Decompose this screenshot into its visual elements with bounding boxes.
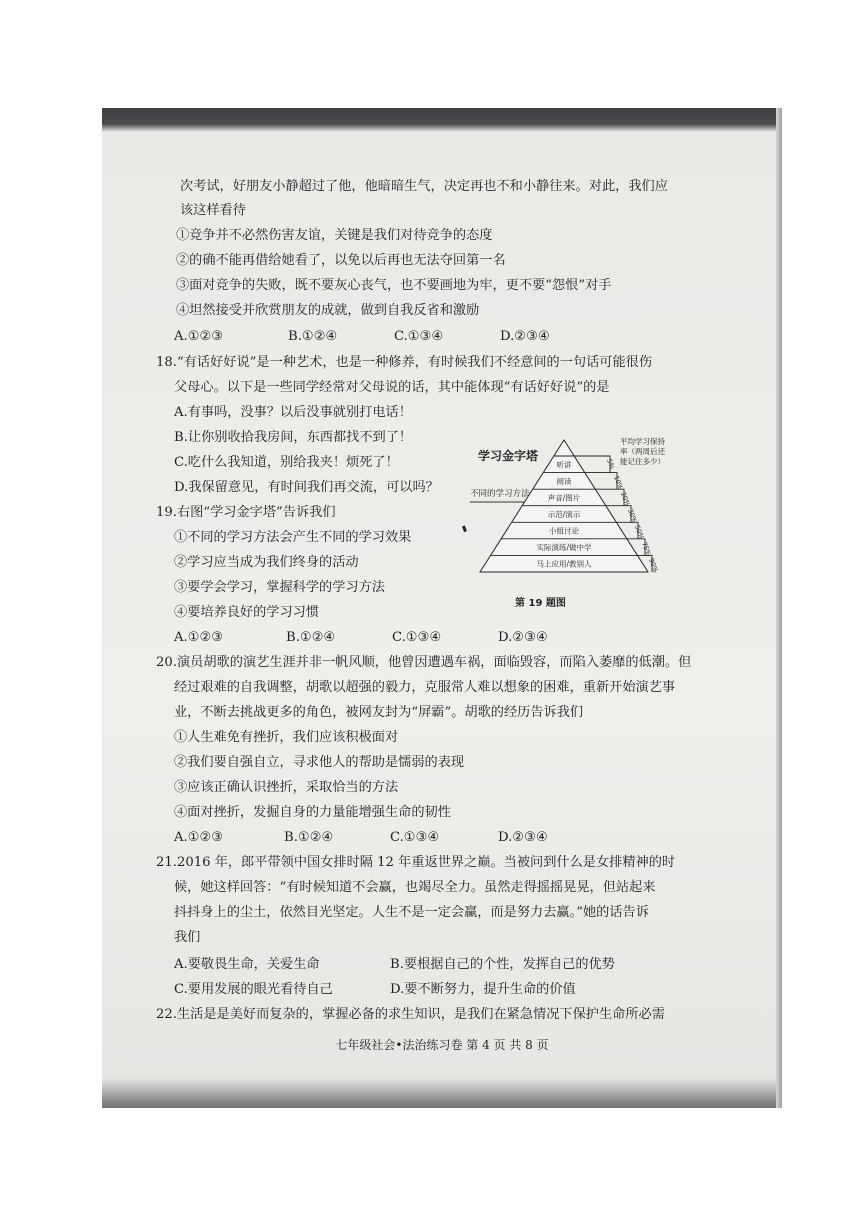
- q19-stem: 19.右图“学习金字塔”告诉我们: [156, 505, 336, 520]
- q20-stem-line-1: 20.演员胡歌的演艺生涯并非一帆风顺，他曾因遭遇车祸，面临毁容，而陷入萎靡的低潮。但: [156, 655, 692, 670]
- pyramid-layer-label: 示范/演示: [547, 510, 581, 519]
- q20-option-c: C.①③④: [390, 830, 440, 845]
- learning-pyramid-figure: [460, 434, 682, 612]
- figure-right-label-line-2: 率（两周后还: [620, 447, 665, 456]
- retention-percent-label: 20%: [619, 491, 632, 508]
- q19-statement-3: ③要学会学习，掌握科学的学习方法: [174, 580, 385, 595]
- figure-right-label-line-1: 平均学习保持: [620, 437, 665, 446]
- retention-percent-label: 50%: [633, 524, 646, 541]
- q21-option-a: A.要敬畏生命，关爱生命: [174, 957, 320, 972]
- q18-option-b: B.让你别收拾我房间，东西都找不到了！: [174, 430, 413, 445]
- q19-option-b: B.①②④: [286, 630, 336, 645]
- photographed-exam-page: [102, 108, 782, 1108]
- retention-percent-label: 5%: [605, 457, 617, 471]
- pyramid-layer-label: 马上应用/教别人: [536, 559, 592, 569]
- page-footer: 七年级社会•法治练习卷 第 4 页 共 8 页: [335, 1038, 549, 1052]
- q18-stem-line-1: 18.“有话好好说”是一种艺术，也是一种修养，有时候我们不经意间的一句话可能很伤: [156, 355, 653, 370]
- q17-statement-3: ③面对竞争的失败，既不要灰心丧气，也不要画地为牢，更不要“怨恨”对手: [176, 278, 612, 293]
- figure-caption: 第 19 题图: [515, 598, 566, 609]
- q20-statement-1: ①人生难免有挫折，我们应该积极面对: [174, 730, 399, 745]
- q17-statement-1: ①竞争并不必然伤害友谊，关键是我们对待竞争的态度: [176, 228, 493, 243]
- pen-mark: [462, 525, 467, 532]
- retention-percent-label: 90%: [647, 557, 660, 574]
- q21-option-c: C.要用发展的眼光看待自己: [174, 982, 333, 997]
- q18-option-a: A.有事吗，没事？以后没事就别打电话！: [174, 405, 412, 420]
- exam-page-content: [102, 108, 782, 1108]
- pyramid-layer-label: 小组讨论: [549, 526, 579, 536]
- q18-option-c: C.吃什么我知道，别给我夹！烦死了！: [174, 455, 399, 470]
- retention-percent-label: 10%: [612, 474, 625, 491]
- q20-stem-line-2: 经过艰难的自我调整，胡歌以超强的毅力，克服常人难以想象的困难，重新开始演艺事: [174, 680, 676, 695]
- figure-title: 学习金字塔: [478, 449, 539, 463]
- q20-option-b: B.①②④: [284, 830, 334, 845]
- q20-stem-line-3: 业，不断去挑战更多的角色，被网友封为“屏霸”。胡歌的经历告诉我们: [174, 705, 584, 720]
- q19-option-a: A.①②③: [174, 630, 224, 645]
- q20-option-a: A.①②③: [174, 830, 224, 845]
- pyramid-layer-label: 实际演练/做中学: [536, 543, 592, 553]
- figure-left-label: 不同的学习方法: [470, 489, 530, 499]
- q17-option-b: B.①②④: [288, 329, 338, 344]
- q17-stem-line-2: 该这样看待: [180, 203, 246, 218]
- q20-statement-4: ④面对挫折，发掘自身的力量能增强生命的韧性: [174, 805, 451, 820]
- q17-option-c: C.①③④: [394, 329, 444, 344]
- retention-percent-label: 30%: [626, 507, 639, 524]
- q19-statement-1: ①不同的学习方法会产生不同的学习效果: [174, 530, 412, 545]
- q17-stem-line-1: 次考试，好朋友小静超过了他，他暗暗生气，决定再也不和小静往来。对此，我们应: [180, 179, 668, 194]
- q17-option-d: D.②③④: [500, 329, 550, 344]
- retention-percent-label: 75%: [640, 540, 653, 558]
- q21-stem-line-2: 候，她这样回答：“有时候知道不会赢，也竭尽全力。虽然走得摇摇晃晃，但站起来: [174, 880, 656, 895]
- q17-statement-2: ②的确不能再借给她看了，以免以后再也无法夺回第一名: [176, 253, 506, 268]
- q19-statement-2: ②学习应当成为我们终身的活动: [174, 555, 359, 570]
- q21-stem-line-1: 21.2016 年，郎平带领中国女排时隔 12 年重返世界之巅。当被问到什么是女排精神的时: [156, 855, 676, 870]
- q18-stem-line-2: 父母心。以下是一些同学经常对父母说的话，其中能体现“有话好好说”的是: [174, 380, 610, 395]
- pyramid-layer-label: 阅读: [556, 476, 572, 486]
- q19-option-d: D.②③④: [498, 630, 548, 645]
- q21-stem-line-4: 我们: [174, 930, 201, 945]
- q19-statement-4: ④要培养良好的学习习惯: [174, 605, 320, 620]
- q18-option-d: D.我保留意见，有时间我们再交流，可以吗？: [174, 480, 439, 495]
- q17-option-a: A.①②③: [174, 329, 224, 344]
- q20-statement-3: ③应该正确认识挫折，采取恰当的方法: [174, 780, 399, 795]
- q22-stem-line-1: 22.生活是是美好而复杂的，掌握必备的求生知识，是我们在紧急情况下保护生命所必需: [156, 1007, 665, 1022]
- q20-option-d: D.②③④: [498, 830, 548, 845]
- q21-option-b: B.要根据自己的个性，发挥自己的优势: [390, 957, 615, 972]
- pyramid-layer-label: 声音/图片: [547, 493, 581, 503]
- q21-stem-line-3: 抖抖身上的尘土，依然目光坚定。人生不是一定会赢，而是努力去赢。”她的话告诉: [174, 905, 649, 920]
- q20-statement-2: ②我们要自强自立，寻求他人的帮助是懦弱的表现: [174, 755, 465, 770]
- q21-option-d: D.要不断努力，提升生命的价值: [390, 982, 576, 997]
- q17-statement-4: ④坦然接受并欣赏朋友的成就，做到自我反省和激励: [176, 303, 480, 318]
- pyramid-layer-label: 听讲: [556, 460, 572, 470]
- q19-option-c: C.①③④: [392, 630, 442, 645]
- figure-right-label-line-3: 能记住多少）: [620, 457, 665, 466]
